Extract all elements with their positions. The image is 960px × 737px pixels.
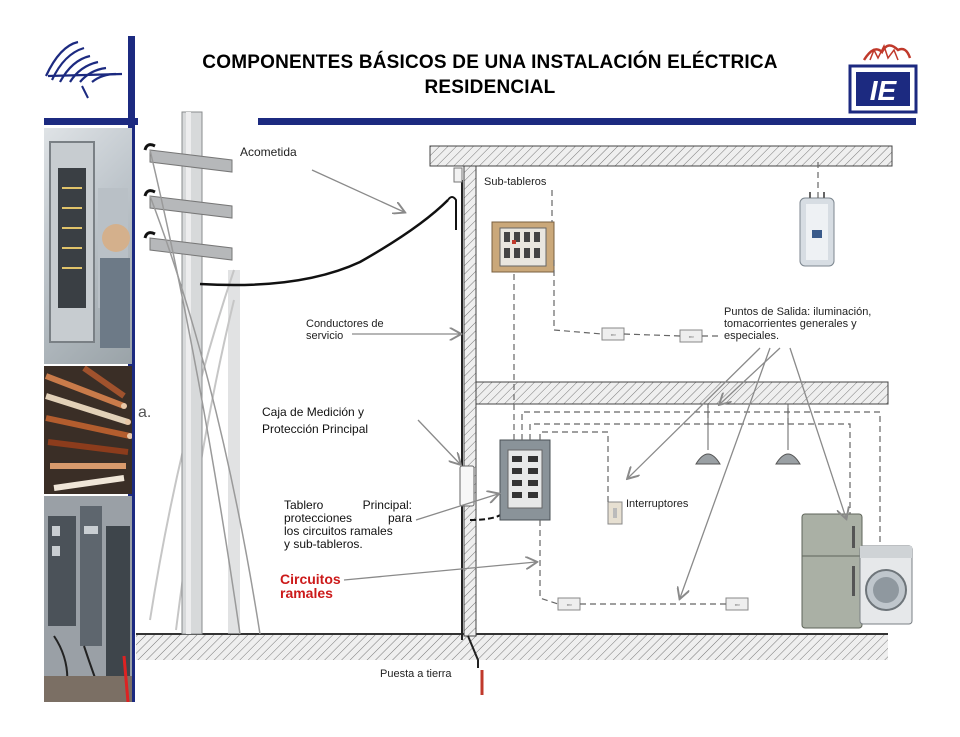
title-line-2: RESIDENCIAL xyxy=(424,77,556,98)
refrigerator-icon xyxy=(802,514,862,628)
label-acometida: Acometida xyxy=(240,145,297,159)
label-conductores-line1: Conductores de xyxy=(306,318,384,330)
outlet-icon xyxy=(602,328,624,340)
roof-slab xyxy=(430,146,892,166)
label-tablero-line4: y sub-tableros. xyxy=(284,537,363,551)
ground-slab xyxy=(136,634,888,660)
label-conductores-line2: servicio xyxy=(306,330,344,342)
label-interruptores: Interruptores xyxy=(626,498,689,510)
label-caja-line2: Protección Principal xyxy=(262,422,369,436)
label-conductores xyxy=(306,318,384,342)
water-heater-icon xyxy=(800,192,834,266)
label-tablero-principal xyxy=(284,499,412,551)
label-puntos-line3: especiales. xyxy=(724,330,780,342)
weatherhead-icon xyxy=(454,168,462,182)
label-caja-medicion xyxy=(262,404,368,438)
svg-text:▫▫: ▫▫ xyxy=(610,332,616,339)
label-puntos-line1: Puntos de Salida: iluminación, xyxy=(724,306,872,318)
label-circuitos-line2: ramales xyxy=(280,585,333,601)
label-tablero-line3: los circuitos ramales xyxy=(284,524,393,538)
outlet-icon xyxy=(726,598,748,610)
label-puesta-tierra: Puesta a tierra xyxy=(380,668,452,680)
svg-text:▫▫: ▫▫ xyxy=(688,334,694,341)
sub-panel-icon xyxy=(492,222,554,272)
svg-text:▫▫: ▫▫ xyxy=(734,602,740,609)
label-puntos-line2: tomacorrientes generales y xyxy=(724,318,857,330)
meter-box xyxy=(460,466,474,506)
label-circuitos-ramales xyxy=(280,572,341,600)
floor-slab xyxy=(476,382,888,404)
svg-text:▫▫: ▫▫ xyxy=(566,602,572,609)
label-puntos-salida xyxy=(724,306,914,342)
utility-pole xyxy=(145,112,260,634)
label-circuitos-line1: Circuitos xyxy=(280,571,341,587)
svg-text:IE: IE xyxy=(869,75,897,106)
label-caja-line1: Caja de Medición y xyxy=(262,405,365,419)
label-sub-tableros: Sub-tableros xyxy=(484,176,547,188)
label-tablero-line2: protecciones para xyxy=(284,511,412,525)
outlet-icon xyxy=(680,330,702,342)
title-line-1: COMPONENTES BÁSICOS DE UNA INSTALACIÓN ELÉCTRICA xyxy=(202,52,778,73)
outlet-icon xyxy=(558,598,580,610)
washing-machine-icon xyxy=(860,546,912,624)
label-tablero-line1: Tablero Principal: xyxy=(284,498,412,512)
main-panel-icon xyxy=(500,440,550,520)
exterior-wall xyxy=(464,166,476,636)
photo-caption-fragment: a. xyxy=(138,404,152,421)
